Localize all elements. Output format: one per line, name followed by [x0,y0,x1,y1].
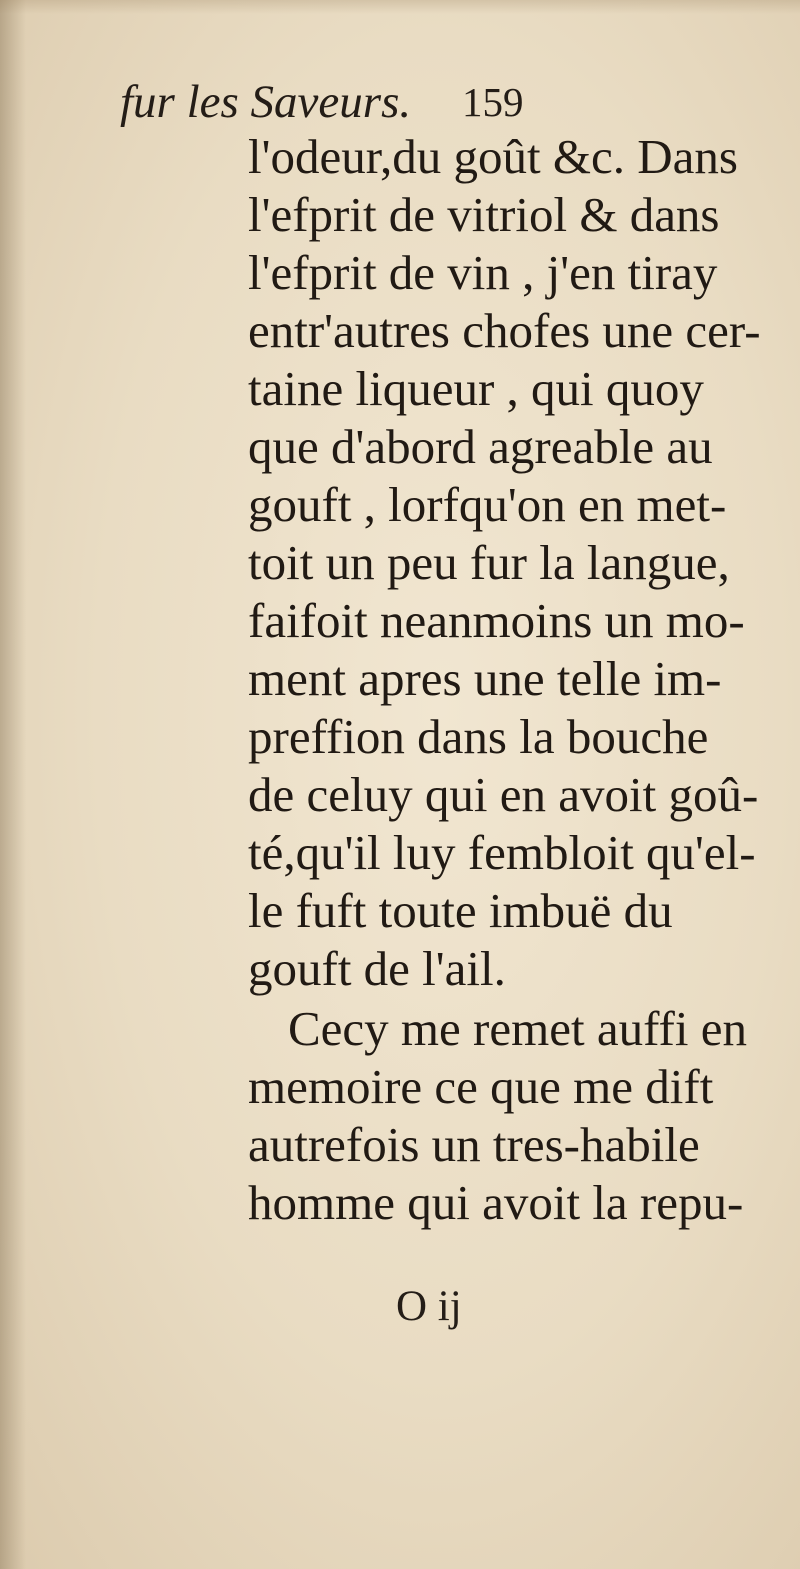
text-line: Cecy me remet auffi en [288,1001,747,1056]
text-line: gouft de l'ail. [248,941,506,996]
text-line: entr'autres chofes une cer- [248,303,761,358]
text-line: homme qui avoit la repu- [248,1175,744,1230]
text-line: memoire ce que me dift [248,1059,714,1114]
text-line: l'efprit de vin , j'en tiray [248,245,718,300]
text-line: l'efprit de vitriol & dans [248,187,720,242]
text-line: toit un peu fur la langue, [248,535,730,590]
text-line: autrefois un tres-habile [248,1117,700,1172]
text-line: faifoit neanmoins un mo- [248,593,745,648]
text-line: taine liqueur , qui quoy [248,361,704,416]
signature-mark: O ij [396,1283,462,1330]
page-number: 159 [462,79,524,125]
text-line: le fuft toute imbuë du [248,883,673,938]
running-title: fur les Saveurs. [120,76,412,128]
text-line: gouft , lorfqu'on en met- [248,477,727,532]
text-line: l'odeur,du goût &c. Dans [248,129,738,184]
text-line: de celuy qui en avoit goû- [248,767,759,822]
text-line: té,qu'il luy fembloit qu'el- [248,825,756,880]
text-line: ment apres une telle im- [248,651,722,706]
text-line: que d'abord agreable au [248,419,713,474]
text-line: preffion dans la bouche [248,709,709,764]
